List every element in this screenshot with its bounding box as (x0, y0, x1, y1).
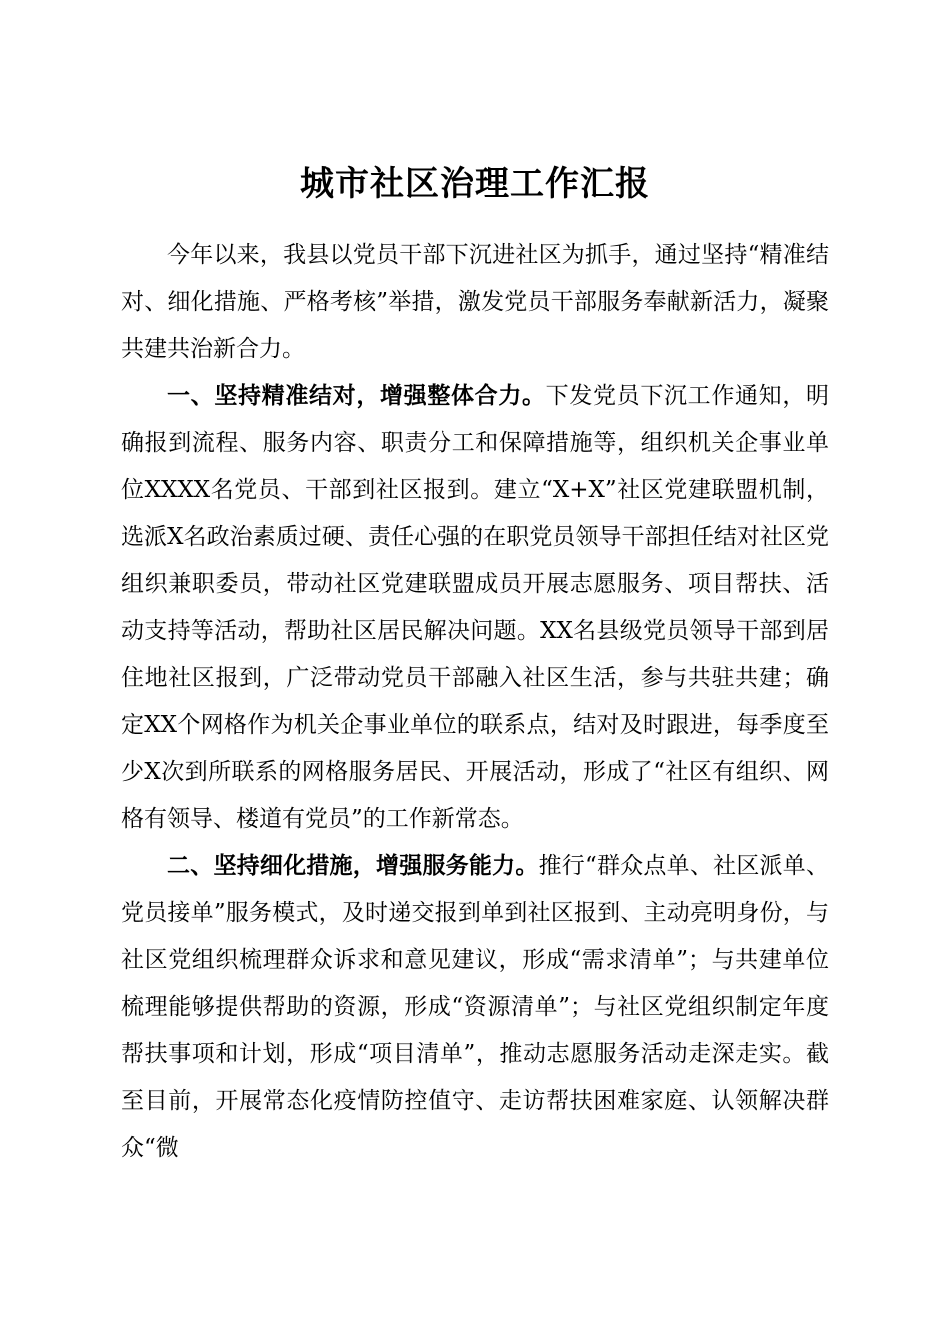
intro-paragraph (121, 232, 829, 373)
intro-text: 今年以来，我县以党员干部下沉进社区为抓手，通过坚持“精准结对、细化措施、严格考核”举措，激发党员干部服务奉献新活力，凝聚共建共治新合力。 (121, 242, 829, 362)
section-paragraph-1 (121, 373, 829, 843)
section-paragraph-2 (121, 843, 829, 1172)
section-heading-2: 二、坚持细化措施，增强服务能力。 (167, 853, 539, 879)
document-title: 城市社区治理工作汇报 (300, 163, 650, 204)
document-body (121, 232, 829, 1172)
section-text-1: 下发党员下沉工作通知，明确报到流程、服务内容、职责分工和保障措施等，组织机关企事业单位XXXX名党员、干部到社区报到。建立“X+X”社区党建联盟机制，选派X名政治素质过硬、责任心强的在职党员领导干部担任结对社区党组织兼职委员，带动社区党建联盟成员开展志愿服务、项目帮扶、活动支持等活动，帮助社区居民解决问题。XX名县级党员领导干部到居住地社区报到，广泛带动党员干部融入社区生活，参与共驻共建；确定XX个网格作为机关企事业单位的联系点，结对及时跟进，每季度至少X次到所联系的网格服务居民、开展活动，形成了“社区有组织、网格有领导、楼道有党员”的工作新常态。 (121, 383, 830, 832)
section-text-2: 推行“群众点单、社区派单、党员接单”服务模式，及时递交报到单到社区报到、主动亮明身份，与社区党组织梳理群众诉求和意见建议，形成“需求清单”；与共建单位梳理能够提供帮助的资源，形成“资源清单”；与社区党组织制定年度帮扶事项和计划，形成“项目清单”，推动志愿服务活动走深走实。截至目前，开展常态化疫情防控值守、走访帮扶困难家庭、认领解决群众“微 (121, 853, 829, 1161)
section-heading-1: 一、坚持精准结对，增强整体合力。 (167, 383, 546, 409)
